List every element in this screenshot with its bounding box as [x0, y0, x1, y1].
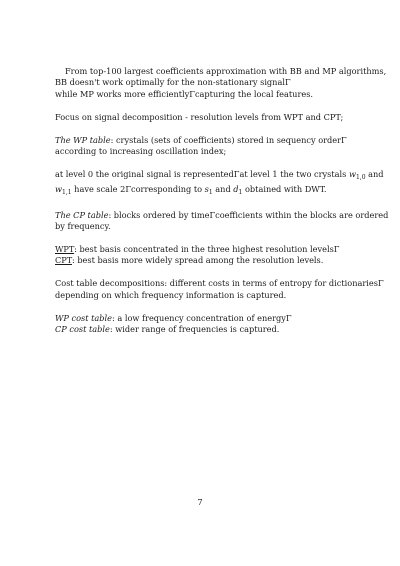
text-line	[55, 324, 345, 335]
text-fragment: obtained with DWT.	[242, 183, 327, 194]
text-line: while MP works more efficientlyΓcapturing the local features.	[55, 88, 314, 99]
term-cp-table: The CP table	[55, 209, 109, 220]
page-number: 7	[197, 497, 203, 507]
symbol-d: d	[233, 183, 239, 194]
text-line: according to increasing oscillation index;	[55, 146, 227, 157]
text-line: Cost table decompositions: different costs in terms of entropy for dictionariesΓ	[55, 278, 384, 289]
text-line	[55, 244, 345, 255]
paragraph-cost-tables-summary	[55, 313, 345, 336]
text-fragment: and	[365, 169, 384, 180]
term-wp-cost-table: WP cost table	[55, 312, 113, 323]
text-fragment: : crystals (sets of coefficients) stored in sequency orderΓ	[110, 134, 347, 145]
subscript: 1	[238, 188, 243, 196]
text-line	[55, 169, 384, 183]
subscript: 1,0	[355, 174, 366, 182]
paragraph-cost-table	[55, 278, 384, 301]
term-cpt: CPT	[55, 255, 72, 266]
text-fragment: : best basis concentrated in the three highest resolution levelsΓ	[74, 244, 340, 255]
text-fragment: : blocks ordered by timeΓcoefficients within the blocks are ordered	[108, 209, 389, 220]
page-body	[55, 66, 389, 347]
symbol-s: s	[204, 183, 209, 194]
text-line: From top-100 largest coefficients approximation with BB and MP algorithms,	[65, 66, 387, 76]
text-line: by frequency.	[55, 221, 111, 232]
text-line: depending on which frequency information is captured.	[55, 289, 287, 300]
paragraph-decomposition-focus	[55, 112, 345, 123]
text-line	[55, 135, 345, 146]
term-wpt: WPT	[55, 244, 75, 255]
text-line	[55, 184, 345, 198]
term-wp-table: The WP table	[55, 134, 111, 145]
text-line	[55, 313, 345, 324]
subscript: 1,1	[62, 188, 72, 196]
text-fragment: at level 0 the original signal is representedΓat level 1 the two crystals	[55, 169, 349, 180]
paragraph-approximation	[55, 66, 387, 100]
text-fragment: : a low frequency concentration of energyΓ	[112, 312, 292, 323]
text-fragment: and	[212, 183, 234, 194]
text-line	[55, 209, 389, 221]
text-line: BB doesn't work optimally for the non-stationary signalΓ	[55, 77, 291, 88]
paragraph-levels	[55, 169, 384, 198]
text-fragment: : wider range of frequencies is captured.	[109, 324, 280, 335]
subscript: 1	[208, 188, 213, 196]
paragraph-cp-table	[55, 209, 389, 233]
paragraph-wp-table	[55, 135, 345, 158]
paragraph-best-basis	[55, 244, 345, 267]
text-line: Focus on signal decomposition - resolution levels from WPT and CPT;	[55, 111, 344, 122]
text-fragment: : best basis more widely spread among the resolution levels.	[71, 255, 324, 266]
term-cp-cost-table: CP cost table	[55, 324, 110, 335]
text-line	[55, 255, 345, 266]
symbol-w: w	[55, 183, 63, 194]
text-fragment: have scale 2Γcorresponding to	[71, 183, 205, 194]
symbol-w: w	[348, 169, 356, 180]
